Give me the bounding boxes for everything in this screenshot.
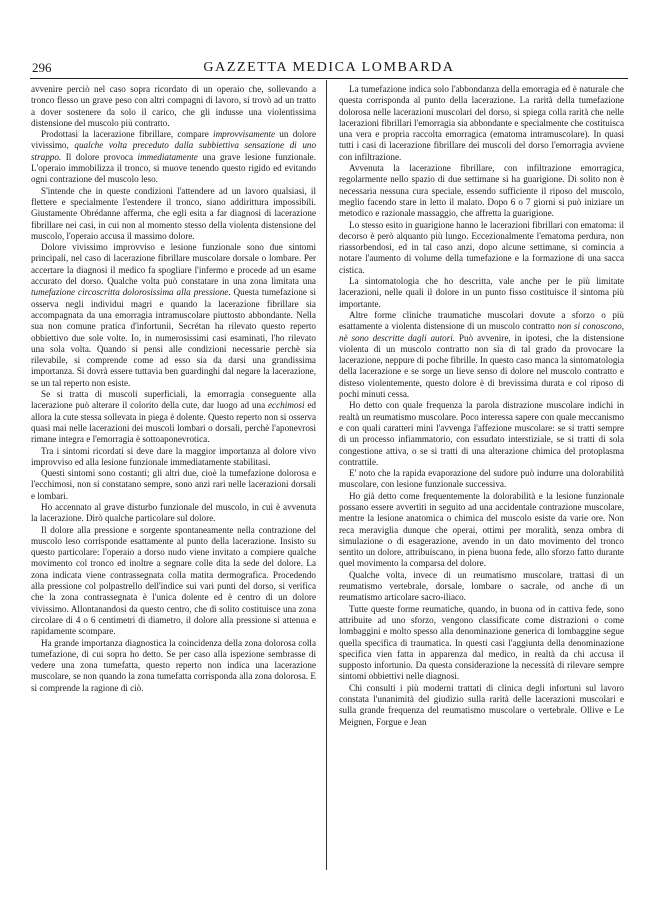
text-run: Tutte queste forme reumatiche, quando, in buona od in cattiva fede, sono attribuite ad uno sforzo, vengono classificate come distrazioni o come lombaggini e molto spesso alla denominazione generica di lombaggine segue quella specifica di traumatica. In questi casi l'aggiunta della denominazione specifica vien fatta in apparenza dal medico, in realtà da chi accusa il supposto infortunio. Da questa considerazione la necessità di rilevare sempre sintomi obbiettivi nelle diagnosi. [339, 603, 624, 682]
text-run: Tra i sintomi ricordati si deve dare la maggior importanza al dolore vivo improvviso ed alla lesione funzionale immediatamente stabilitasi. [31, 445, 316, 467]
text-run: ed allora la cute stessa sollevata in piega è dolente. Questo reperto non si osserva quasi mai nelle lacerazioni dei muscoli lombari o dorsali, perchè l'aponevrosi rimane integra e l'emorragia è sottoaponevrotica. [31, 400, 316, 445]
paragraph [339, 468, 624, 491]
text-run: Può avvenire, in ipotesi, che la distensione violenta di un muscolo contratto non sia di tal grado da provocare la lacerazione, neppure di poche fibrille. In questo caso manca la sintomatologia della lacerazione e se sorge un lieve senso di dolore nel muscolo contratto e disteso violentemente, questo dolore è di brevissima durata e col riposo di pochi minuti cessa. [339, 332, 624, 400]
text-run: un dolore vivissimo, [31, 129, 317, 151]
paragraph [31, 129, 316, 185]
text-run: Altre forme cliniche traumatiche muscolari dovute a sforzo o più esattamente a violenta distensione di un muscolo contratto [339, 309, 624, 332]
paragraph [339, 491, 624, 570]
paragraph [31, 389, 316, 445]
text-run: Chi consulti i più moderni trattati di clinica degli infortuni sul lavoro constata l'unanimità del giudizio sulla rarità delle lacerazioni muscolari e sulla grande frequenza del reumatismo muscolare o vertebrale. Ollive e Le Meignen, Forgue e Jean [339, 682, 624, 727]
text-run: La tumefazione indica solo l'abbondanza della emorragia ed è naturale che questa corrisponda al punto della lacerazione. La rarità della tumefazione dolorosa nelle lacerazioni muscolari del dorso, si spiega colla rarità che nelle lacerazioni fibrillari l'emorragia sia abbondante e specialmente che costituisca una vera e propria raccolta emorragica (ematoma intramuscolare). In quasi tutti i casi di lacerazione fibrillare dei muscoli del dorso l'emorragia avviene con infiltrazione. [339, 84, 624, 162]
italic-text: non si conoscono, nè sono descritte dagli autori. [339, 321, 624, 343]
text-run: Se si tratta di muscoli superficiali, la emorragia conseguente alla lacerazione può alterare il colorito della cute, dar luogo ad una [31, 389, 316, 411]
column-divider [326, 80, 327, 870]
text-run: Questa tumefazione si osserva negli individui magri e quando la lacerazione fibrillare sia accompagnata da una emorragia intramuscolare piuttosto abbondante. Nella sua non comune pratica d'infortunii, Secrétan ha rilevato questo reperto obbiettivo due sole volte. Io, in numerosissimi casi esaminati, l'ho rilevato una sola volta. Quando si pensi alle condizioni necessarie perchè sia rilevabile, si comprende come ad esso sia da darsi una grandissima importanza. Si dovrà essere tuttavia ben guardinghi dal negare la lacerazione, se un tal reperto non esiste. [31, 287, 316, 388]
text-run: Il dolore alla pressione e sorgente spontaneamente nella contrazione del muscolo leso corrisponde esattamente al punto della lacerazione. Insisto su questo particolare: l'operaio a dorso nudo viene invitato a compiere qualche movimento col tronco ed inoltre a segnare colle dita la sede del dolore. La zona indicata viene contrassegnata colla matita dermografica. Procedendo alla pressione col polpastrello dell'indice sui vari punti del dorso, si verifica che la zona contrassegnata è l'unica dolente ed è centro di un dolore vivissimo. Allontanandosi da questo centro, che di solito costituisce una zona circolare di 4 o 6 centimetri di diametro, il dolore alla pressione si attenua e rapidamente scompare. [31, 524, 316, 637]
paragraph [339, 84, 624, 163]
paragraph [339, 400, 624, 468]
text-run: Ho detto con quale frequenza la parola distrazione muscolare indichi in realtà un reumatismo muscolare. Poco interessa sapere con quale meccanismo e con quali caratteri mini l'avvenga l'affezione muscolare: se si tratti sempre di un processo infiammatorio, con essudato interstiziale, se si tratti di sola congestione attiva, o se si tratti di una alterazione chimica del protoplasma contrattile. [339, 400, 624, 467]
italic-text: immediatamente [137, 151, 198, 162]
paragraph [31, 638, 316, 694]
paragraph [339, 310, 624, 400]
paragraph [31, 502, 316, 525]
running-header [30, 60, 628, 79]
paragraph [339, 604, 624, 683]
paragraph [339, 163, 624, 219]
italic-text: ecchimosi [268, 400, 305, 411]
text-run: Dolore vivissimo improvviso e lesione funzionale sono due sintomi principali, nel caso di lacerazione fibrillare muscolare dorsale o lombare. Per accertare la diagnosi il medico fa spogliare l'infermo e procede ad un esame accurato del dorso. Qualche volta può constatare in una zona limitata una [31, 242, 316, 287]
paragraph [31, 84, 316, 129]
text-run: Prodottasi la lacerazione fibrillare, compare [41, 129, 214, 140]
text-run: una grave lesione funzionale. L'operaio immobilizza il tronco, si muove tenendo questo rigido ed evitando ogni contrazione del muscolo leso. [31, 151, 316, 185]
text-run: Questi sintomi sono costanti; gli altri due, cioè la tumefazione dolorosa e l'ecchimosi, non si constatano sempre, sono anzi rari nelle lacerazioni dorsali e lombari. [31, 468, 316, 501]
paragraph [31, 446, 316, 469]
text-run: avvenire perciò nel caso sopra ricordato di un operaio che, sollevando a tronco flesso un grave peso con altri compagni di lavoro, si trovò ad un tratto a dover sostenere da solo il carico, che gli indusse una violentissima distensione del muscolo più contratto. [31, 84, 316, 128]
text-run: Il dolore provoca [61, 151, 138, 162]
paragraph [339, 570, 624, 604]
paragraph [31, 468, 316, 502]
text-run: Ho già detto come frequentemente la dolorabilità e la lesione funzionale possano essere avvertiti in seguito ad una accidentale contrazione muscolare, mentre la lesione anatomica o chimica del muscolo esiste da varie ore. Non reca meraviglia dunque che operai, ottimi per moralità, senza ombra di simulazione o di esagerazione, avendo in un dato movimento del tronco sentito un dolore, attribuiscano, in piena buona fede, allo sforzo fatto durante quel movimento la comparsa del dolore. [339, 490, 624, 569]
text-run: Qualche volta, invece di un reumatismo muscolare, trattasi di un reumatismo vertebrale, dorsale, lombare o sacrale, od anche di un reumatismo articolare sacro-iliaco. [339, 569, 624, 603]
paragraph [31, 525, 316, 638]
paragraph [339, 683, 624, 728]
paragraph [339, 220, 624, 276]
italic-text: qualche volta preceduto dalla subbiettiva sensazione di uno strappo. [31, 140, 317, 162]
paragraph [31, 186, 316, 242]
italic-text: tumefazione circoscritta dolorosissima alla pressione. [31, 287, 231, 298]
journal-title: GAZZETTA MEDICA LOMBARDA [203, 60, 455, 75]
text-run: Ho accennato al grave disturbo funzionale del muscolo, in cui è avvenuta la lacerazione. Dirò qualche particolare sul dolore. [31, 501, 316, 524]
right-text-column [339, 84, 624, 728]
italic-text: improvvisamente [213, 129, 276, 140]
paragraph [339, 276, 624, 310]
paragraph [31, 242, 316, 389]
text-run: Lo stesso esito in guarigione hanno le lacerazioni fibrillari con ematoma: il decorso è però alquanto più lungo. Eccezionalmente l'ematoma perdura, non riassorbendosi, ed in tal caso anzi, dopo alcune settimane, si comincia a notare l'aumento di volume della tumefazione e la formazione di una sacca cistica. [339, 219, 624, 275]
text-run: S'intende che in queste condizioni l'attendere ad un lavoro qualsiasi, il flettere e specialmente l'estendere il tronco, siano addirittura impossibili. Giustamente Obrédanne afferma, che egli esita a far diagnosi di lacerazione fibrillare nei casi, in cui non al momento stesso della violenta distensione del muscolo, l'operaio accusa il massimo dolore. [31, 185, 316, 241]
text-run: La sintomatologia che ho descritta, vale anche per le più limitate lacerazioni, nelle quali il dolore in un punto fisso costituisce il sintoma più importante. [339, 276, 624, 309]
text-run: E' noto che la rapida evaporazione del sudore può indurre una dolorabilità muscolare, con lesione funzionale successiva. [339, 468, 624, 490]
text-run: Ha grande importanza diagnostica la coincidenza della zona dolorosa colla tumefazione, di cui sopra ho detto. Se per caso alla ispezione sembrasse di vedere una zona tumefatta, questo reperto non indica una lacerazione muscolare, se non quando la zona tumefatta corrisponda alla zona dolorosa. E si comprende la ragione di ciò. [31, 637, 316, 693]
left-text-column [31, 84, 316, 694]
page-number: 296 [32, 60, 52, 75]
text-run: Avvenuta la lacerazione fibrillare, con infiltrazione emorragica, regolarmente nello spazio di due settimane si ha guarigione. Di solito non è necessaria nessuna cura speciale, essendo sufficiente il riposo del muscolo, meglio facendo stare in letto il malato. Dopo 6 o 7 giorni si può iniziare un metodico e razionale massaggio, che affretta la guarigione. [339, 163, 624, 219]
